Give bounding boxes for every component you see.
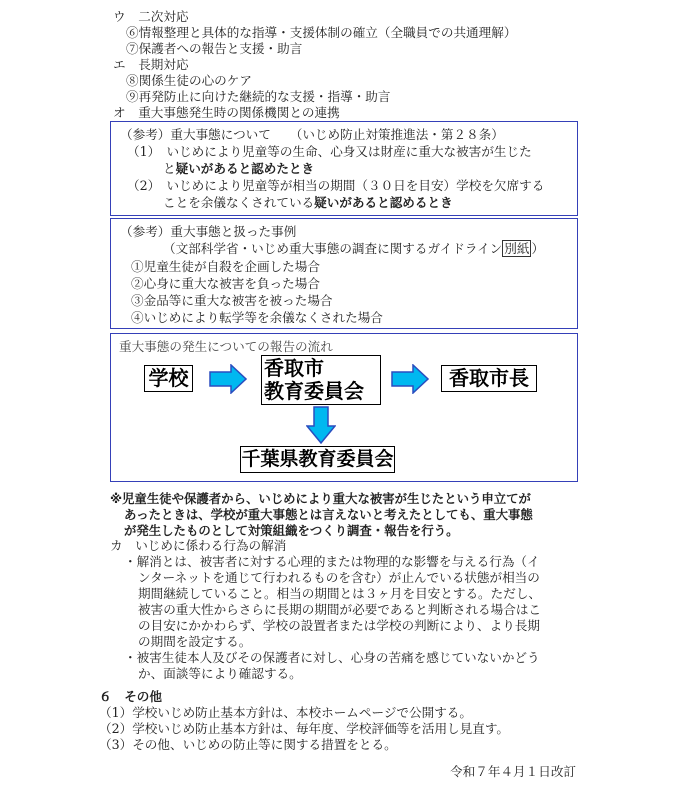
example-item: ③金品等に重大な被害を被った場合 bbox=[131, 293, 333, 308]
resolution-text: 期間継続していること。相当の期間とは３ヶ月を目安とする。ただし、 bbox=[138, 586, 541, 601]
flow-caption: 重大事態の発生についての報告の流れ bbox=[119, 339, 333, 354]
attachment-tag: 別紙 bbox=[504, 241, 530, 256]
box-title: （参考）重大事態について （いじめ防止対策推進法・第２８条） bbox=[120, 127, 504, 142]
resolution-text: ・解消とは、被害者に対する心理的または物理的な影響を与える行為（イ bbox=[124, 554, 540, 569]
heading-secondary-response: ウ 二次対応 bbox=[113, 9, 189, 24]
guideline-text: （文部科学省・いじめ重大事態の調査に関するガイドライン bbox=[163, 241, 503, 256]
criterion-2: （2） いじめにより児童等が相当の期間（３０日を目安）学校を欠席する bbox=[127, 178, 545, 193]
serious-incident-definition-box bbox=[110, 121, 578, 216]
list-item: ⑦保護者への報告と支援・助言 bbox=[126, 41, 303, 56]
section-6-heading: ６ その他 bbox=[99, 689, 162, 704]
note-line: ※児童生徒や保護者から、いじめにより重大な被害が生じたという申立てが bbox=[110, 491, 531, 506]
example-item: ①児童生徒が自殺を企画した場合 bbox=[131, 259, 320, 274]
section-6-item: （3）その他、いじめの防止等に関する措置をとる。 bbox=[99, 737, 397, 752]
criterion-2-emphasis: 疑いがあると認めるとき bbox=[314, 195, 453, 210]
school-box bbox=[144, 365, 193, 392]
arrow-down-icon bbox=[306, 406, 336, 444]
note-line: あったときは、学校が重大事態とは言えないと考えたとしても、重大事態 bbox=[124, 507, 533, 522]
serious-incident-examples-box bbox=[110, 218, 578, 329]
arrow-right-icon bbox=[391, 364, 429, 394]
katori-mayor-box bbox=[441, 365, 537, 392]
section-6-item: （2）学校いじめ防止基本方針は、毎年度、学校評価等を活用し見直す。 bbox=[99, 721, 510, 736]
note-line: が発生したものとして対策組織をつくり調査・報告を行う。 bbox=[124, 523, 459, 538]
criterion-2-text: ことを余儀なくされている bbox=[163, 195, 315, 210]
prefecture-label: 千葉県教育委員会 bbox=[241, 448, 394, 470]
mayor-label: 香取市長 bbox=[449, 366, 529, 390]
criterion-1-text: と bbox=[163, 161, 176, 176]
board-label-line2: 教育委員会 bbox=[264, 379, 364, 403]
chiba-prefecture-board-box bbox=[240, 446, 395, 473]
heading-resolution: カ いじめに係わる行為の解消 bbox=[110, 538, 287, 553]
criterion-1-emphasis: 疑いがあると認めたとき bbox=[175, 161, 315, 176]
resolution-text: の期間を設定する。 bbox=[138, 634, 252, 649]
resolution-text: 被害の重大性からさらに長期の期間が必要であると判断される場合はこ bbox=[138, 602, 541, 617]
example-item: ②心身に重大な被害を負った場合 bbox=[131, 276, 320, 291]
list-item: ⑥情報整理と具体的な指導・支援体制の確立（全職員での共通理解） bbox=[126, 25, 517, 40]
criterion-2-cont bbox=[163, 195, 453, 212]
heading-long-term-response: エ 長期対応 bbox=[113, 57, 189, 72]
reporting-flow-box bbox=[110, 333, 578, 482]
board-label-line1: 香取市 bbox=[264, 356, 324, 380]
guideline-close: ） bbox=[531, 241, 545, 256]
criterion-1: （1） いじめにより児童等の生命、心身又は財産に重大な被害が生じた bbox=[127, 144, 532, 159]
list-item: ⑧関係生徒の心のケア bbox=[126, 73, 252, 88]
heading-agency-cooperation: オ 重大事態発生時の関係機関との連携 bbox=[113, 105, 340, 120]
resolution-text: ・被害生徒本人及びその保護者に対し、心身の苦痛を感じていないかどう bbox=[124, 650, 540, 665]
revision-date: 令和７年４月１日改訂 bbox=[450, 764, 576, 779]
list-item: ⑨再発防止に向けた継続的な支援・指導・助言 bbox=[126, 89, 391, 104]
resolution-text: ンターネットを通じて行われるものを含む）が止んでいる状態が相当の bbox=[138, 570, 540, 585]
arrow-right-icon bbox=[209, 364, 247, 394]
section-6-item: （1）学校いじめ防止基本方針は、本校ホームページで公開する。 bbox=[99, 705, 472, 720]
criterion-1-cont bbox=[163, 161, 314, 178]
resolution-text: か、面談等により確認する。 bbox=[138, 666, 302, 681]
example-item: ④いじめにより転学等を余儀なくされた場合 bbox=[131, 310, 383, 325]
resolution-text: の目安にかかわらず、学校の設置者または学校の判断により、より長期 bbox=[138, 618, 540, 633]
katori-board-of-education-box bbox=[261, 355, 381, 405]
school-label: 学校 bbox=[148, 366, 189, 390]
guideline-reference bbox=[163, 241, 544, 258]
box-title: （参考）重大事態と扱った事例 bbox=[120, 224, 297, 239]
